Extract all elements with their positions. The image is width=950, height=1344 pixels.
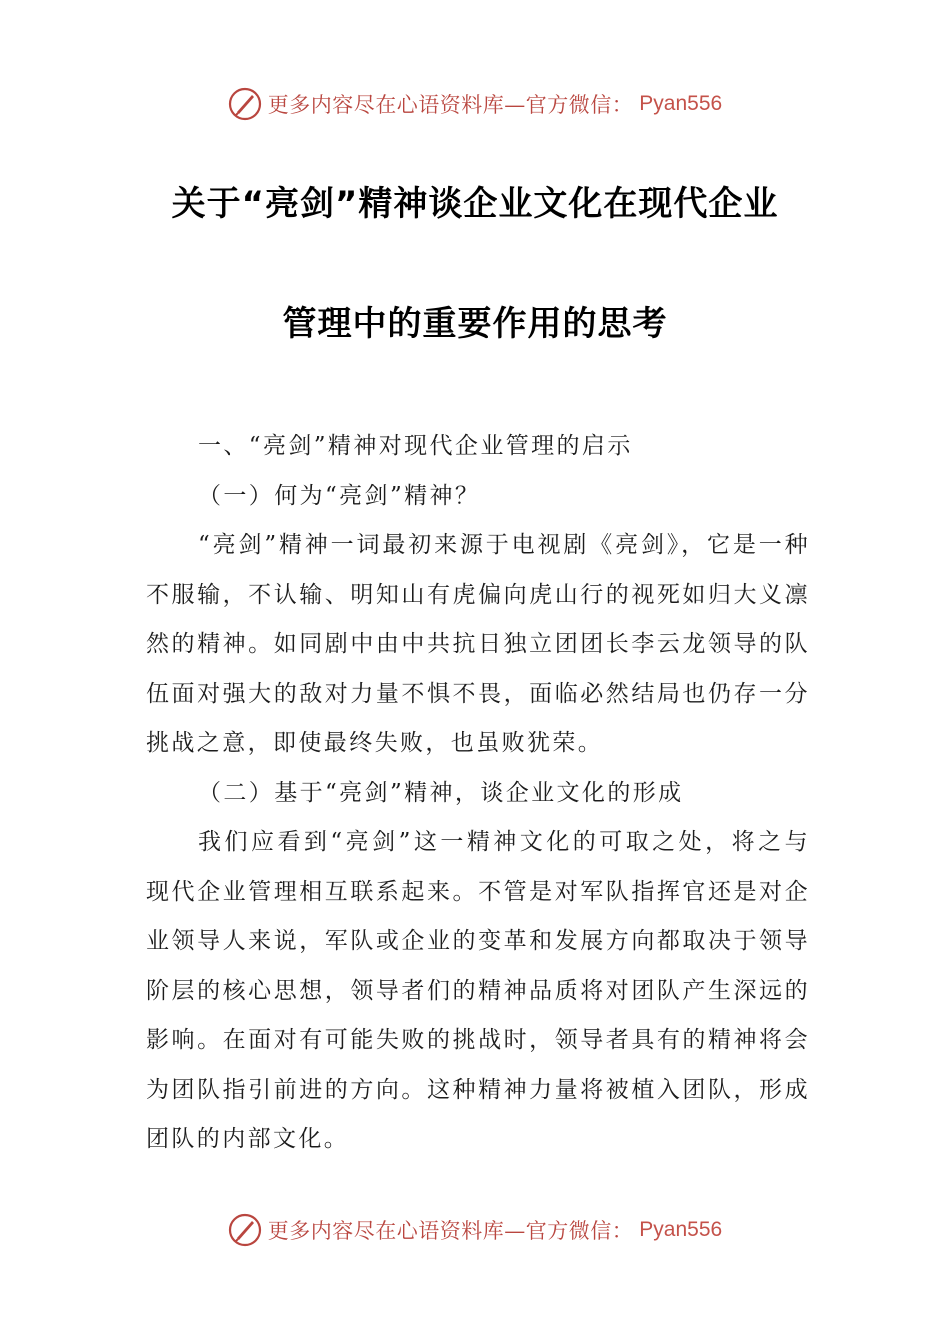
wechat-id: Pyan556 (639, 1218, 723, 1241)
body-paragraph-2: 我们应看到“亮剑”这一精神文化的可取之处，将之与现代企业管理相互联系起来。不管是对军队指挥官还是对企业领导人来说，军队或企业的变革和发展方向都取决于领导阶层的核心思想，领导者们的精神品质将对团队产生深远的影响。在面对有可能失败的挑战时，领导者具有的精神将会为团队指引前进的方向。这种精神力量将被植入团队，形成团队的内部文化。 (146, 829, 810, 1152)
quill-logo-icon (228, 1213, 262, 1247)
page-title-line-1: 关于“亮剑”精神谈企业文化在现代企业 (171, 184, 779, 224)
quill-logo-icon (228, 87, 262, 121)
section-heading-1: 一、“亮剑”精神对现代企业管理的启示 (198, 433, 633, 459)
footer-banner (0, 1208, 950, 1252)
header-banner (0, 82, 950, 126)
subsection-heading-1: （一）何为“亮剑”精神？ (198, 482, 481, 509)
document-body (146, 422, 810, 1165)
page-title-line-2: 管理中的重要作用的思考 (282, 304, 668, 344)
subsection-heading-2: （二）基于“亮剑”精神，谈企业文化的形成 (198, 779, 684, 806)
banner-text: 更多内容尽在心语资料库—官方微信： (267, 93, 634, 117)
body-paragraph-1: “亮剑”精神一词最初来源于电视剧《亮剑》，它是一种不服输，不认输、明知山有虎偏向虎山行的视死如归大义凛然的精神。如同剧中由中共抗日独立团团长李云龙领导的队伍面对强大的敌对力量不惧不畏，面临必然结局也仍存一分挑战之意，即使最终失败，也虽败犹荣。 (146, 532, 810, 756)
wechat-id: Pyan556 (639, 92, 723, 115)
banner-text: 更多内容尽在心语资料库—官方微信： (267, 1219, 634, 1243)
